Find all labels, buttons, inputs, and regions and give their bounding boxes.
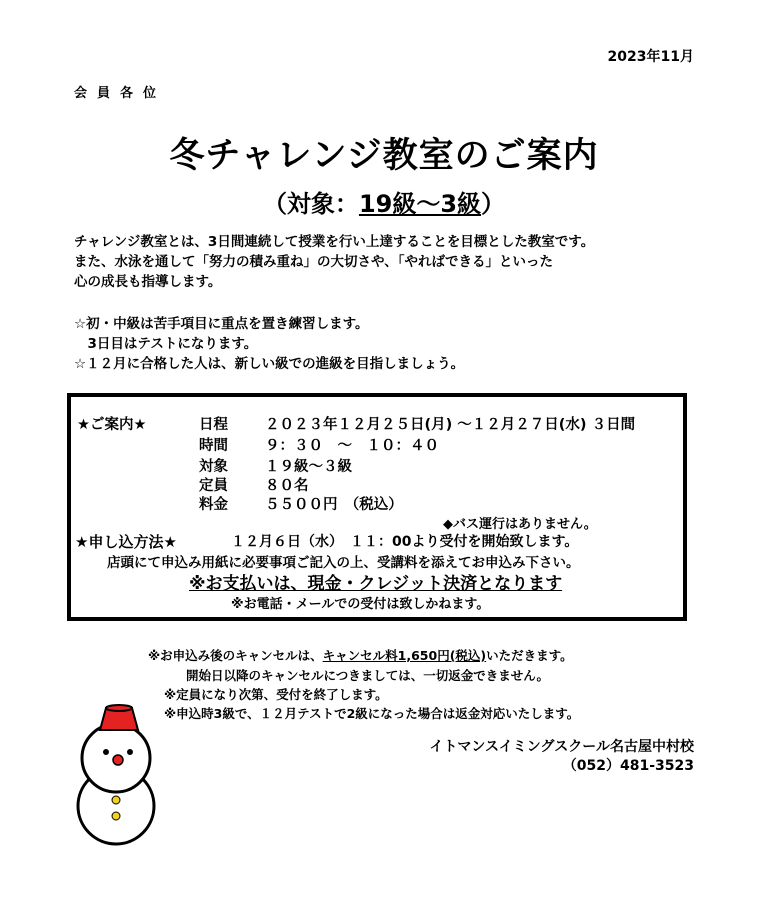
target-prefix: （対象：: [262, 190, 359, 218]
snowman-eye-right: [127, 749, 133, 755]
schedule-value: ２０２３年１２月２５日(月) ～１２月２７日(水) ３日間: [265, 417, 636, 433]
guide-row-time: [199, 434, 439, 455]
addressee: 会員各位: [74, 86, 167, 101]
snowman-illustration: [66, 700, 166, 850]
snowman-hat-top: [106, 705, 132, 711]
intro-line-2: また、水泳を通して「努力の積み重ね」の大切さや、「やればできる」といった: [74, 254, 553, 270]
guide-row-target: [199, 455, 352, 476]
capacity-value: ８０名: [265, 478, 309, 494]
guide-row-fee: [199, 493, 403, 514]
snowman-button-1: [112, 796, 120, 804]
guide-row-schedule: [199, 413, 635, 434]
cancel-line-1: [148, 646, 573, 666]
time-value: ９：３０ ～ １０：４０: [265, 438, 439, 454]
guide-box: [67, 393, 687, 621]
guide-heading: ★ご案内★: [77, 417, 147, 433]
school-contact: [429, 738, 694, 776]
snowman-button-2: [112, 812, 120, 820]
cancel-suffix: いただきます。: [486, 648, 573, 663]
intro-text: [74, 232, 594, 292]
notes: [74, 314, 464, 374]
intro-line-1: チャレンジ教室とは、3日間連続して授業を行い上達することを目標とした教室です。: [74, 234, 595, 250]
cancel-line-4: ※申込時3級で、１２月テストで2級になった場合は返金対応いたします。: [164, 706, 580, 721]
cancel-fee: キャンセル料1,650円(税込): [322, 648, 487, 663]
time-label: 時間: [199, 438, 228, 454]
schedule-label: 日程: [199, 417, 228, 433]
snowman-nose: [113, 755, 123, 765]
fee-label: 料金: [199, 497, 228, 513]
fee-value: ５５００円 （税込）: [265, 497, 403, 513]
note-line-2: 3日目はテストになります。: [74, 336, 258, 352]
note-line-3: ☆１２月に合格した人は、新しい級での進級を目指しましょう。: [74, 356, 465, 372]
capacity-label: 定員: [199, 478, 228, 494]
phone-note: ※お電話・メールでの受付は致しかねます。: [231, 597, 490, 612]
apply-heading: ★申し込方法★: [75, 533, 177, 551]
cancel-line-2: 開始日以降のキャンセルにつきましては、一切返金できません。: [186, 668, 550, 683]
school-name: イトマンスイミングスクール名古屋中村校: [429, 739, 694, 755]
snowman-eye-left: [103, 749, 109, 755]
cancel-prefix: ※お申込み後のキャンセルは、: [148, 648, 323, 663]
issue-date: 2023年11月: [607, 49, 694, 65]
target-suffix: ）: [481, 190, 506, 218]
note-line-1: ☆初・中級は苦手項目に重点を置き練習します。: [74, 316, 369, 332]
target-label: 対象: [199, 459, 228, 475]
intro-line-3: 心の成長も指導します。: [74, 274, 222, 290]
school-phone: （052）481-3523: [562, 758, 694, 774]
page-title: 冬チャレンジ教室のご案内: [169, 136, 599, 176]
bus-note: ◆バス運行はありません。: [443, 517, 597, 532]
target-value-row: １９級～３級: [265, 459, 352, 475]
guide-row-capacity: [199, 474, 309, 495]
apply-description: 店頭にて申込み用紙に必要事項ご記入の上、受講料を添えてお申込み下さい。: [107, 555, 580, 571]
cancel-line-3: ※定員になり次第、受付を終了します。: [164, 687, 388, 702]
payment-note: ※お支払いは、現金・クレジット決済となります: [189, 574, 563, 594]
apply-date: １２月６日（水） １１：00より受付を開始致します。: [231, 534, 579, 550]
target-value: 19級～3級: [358, 190, 482, 218]
target-subtitle: [0, 184, 768, 219]
